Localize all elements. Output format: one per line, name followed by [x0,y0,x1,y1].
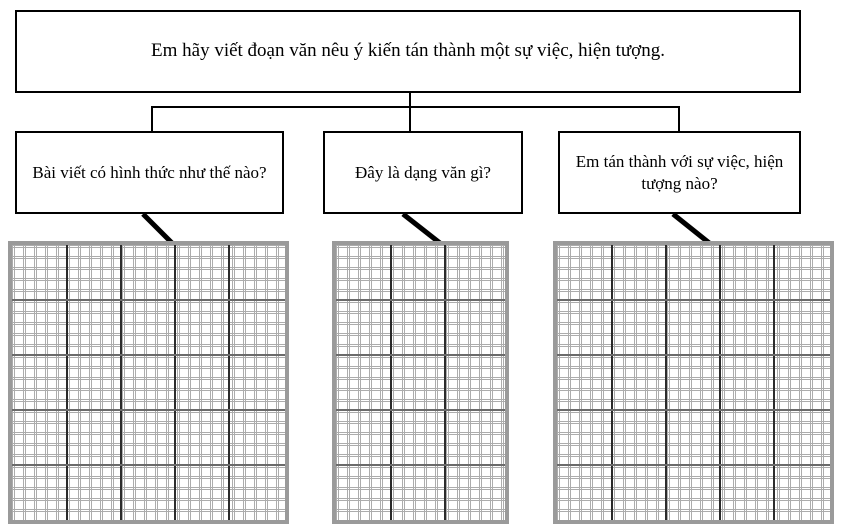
answer-grid-genre[interactable] [332,241,509,524]
answer-grid-form[interactable] [8,241,289,524]
block-line-horizontal [336,299,505,301]
block-line-vertical [773,245,775,520]
question-box-topic-text: Em tán thành với sự việc, hiện tượng nào? [575,151,784,193]
question-box-form-text: Bài viết có hình thức như thế nào? [32,162,267,182]
block-line-horizontal [12,409,285,411]
block-line-horizontal [12,464,285,466]
answer-grid-topic-inner [557,245,830,520]
block-line-vertical [120,245,122,520]
block-line-vertical [665,245,667,520]
block-line-horizontal [557,354,830,356]
block-line-horizontal [336,354,505,356]
title-box-text: Em hãy viết đoạn văn nêu ý kiến tán thành một sự việc, hiện tượng. [151,40,665,62]
question-box-genre-text: Đây là dạng văn gì? [355,162,491,182]
answer-grid-genre-inner [336,245,505,520]
fine-grid-lines [557,245,830,520]
block-line-horizontal [557,299,830,301]
block-line-horizontal [336,464,505,466]
block-line-horizontal [12,299,285,301]
block-line-horizontal [12,354,285,356]
answer-grid-topic[interactable] [553,241,834,524]
block-line-horizontal [336,409,505,411]
block-line-horizontal [557,409,830,411]
block-line-vertical [444,245,446,520]
answer-grid-form-inner [12,245,285,520]
block-line-vertical [174,245,176,520]
block-line-horizontal [557,464,830,466]
block-line-vertical [390,245,392,520]
block-line-vertical [719,245,721,520]
fine-grid-lines [336,245,505,520]
block-line-vertical [611,245,613,520]
block-line-vertical [228,245,230,520]
block-line-vertical [66,245,68,520]
fine-grid-lines [12,245,285,520]
